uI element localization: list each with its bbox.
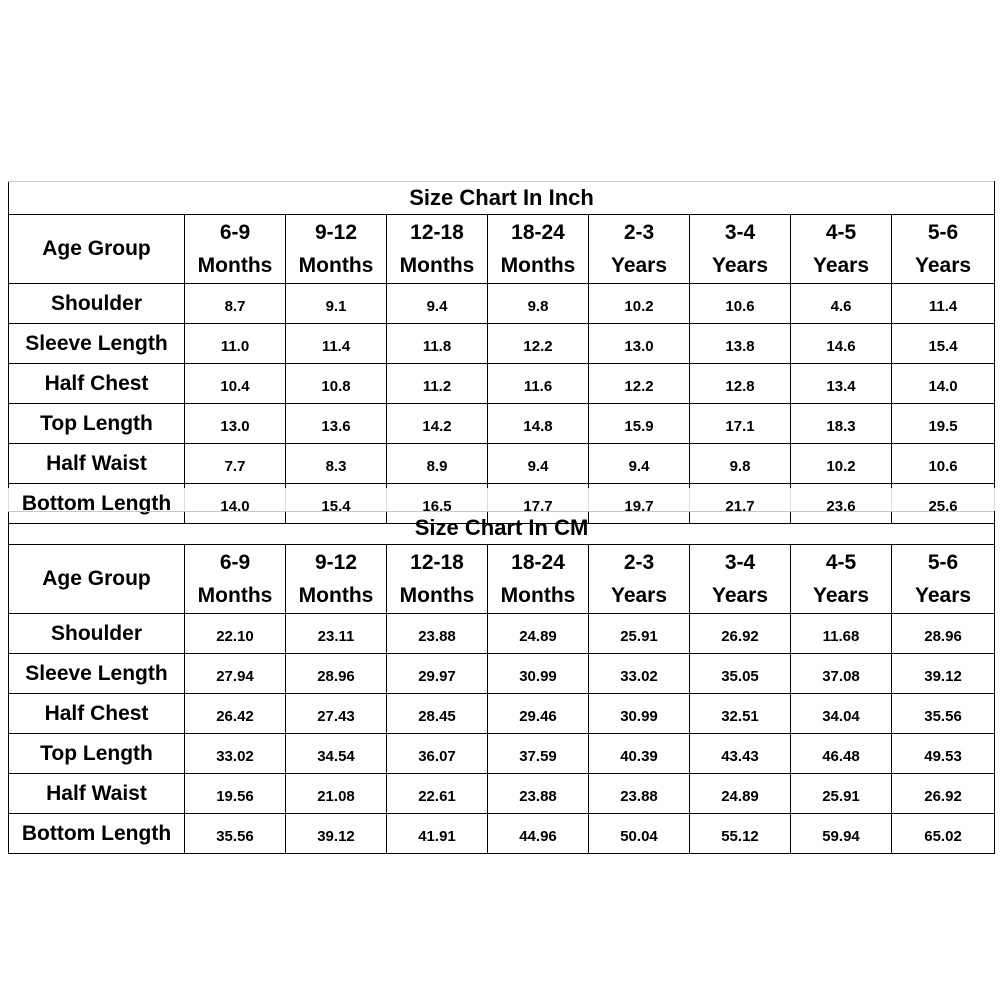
spacer-cell [185,488,286,512]
cm-chart-title: Size Chart In CM [9,512,995,545]
table-cell: 28.96 [286,654,387,694]
table-cell: 9.8 [488,284,589,324]
cm-row-shoulder [9,614,995,654]
table-cell: 29.46 [488,694,589,734]
row-label: Shoulder [9,614,185,654]
table-cell: 27.94 [185,654,286,694]
table-cell: 10.8 [286,364,387,404]
table-cell: 18.3 [791,404,892,444]
table-cell: 13.0 [589,324,690,364]
table-cell: 12.2 [488,324,589,364]
table-cell: 34.54 [286,734,387,774]
cm-row-top-length [9,734,995,774]
table-cell: 25.91 [589,614,690,654]
inch-col-2-3-years: 2-3 Years [589,215,690,284]
inch-row-half-waist [9,444,995,484]
table-cell: 11.0 [185,324,286,364]
cm-col-12-18-months: 12-18 Months [387,545,488,614]
table-cell: 19.56 [185,774,286,814]
table-cell: 10.4 [185,364,286,404]
table-cell: 23.6 [791,484,892,524]
table-cell: 35.56 [185,814,286,854]
table-cell: 55.12 [690,814,791,854]
table-cell: 33.02 [589,654,690,694]
cm-row-half-chest [9,694,995,734]
row-label: Half Chest [9,364,185,404]
inch-row-shoulder [9,284,995,324]
table-cell: 13.8 [690,324,791,364]
table-cell: 30.99 [488,654,589,694]
table-cell: 37.08 [791,654,892,694]
spacer-cell [9,488,185,512]
table-cell: 17.1 [690,404,791,444]
table-cell: 8.9 [387,444,488,484]
table-cell: 49.53 [892,734,995,774]
table-cell: 36.07 [387,734,488,774]
cm-row-bottom-length [9,814,995,854]
row-label: Top Length [9,734,185,774]
inch-age-group-label: Age Group [9,215,185,284]
table-cell: 24.89 [690,774,791,814]
table-cell: 28.45 [387,694,488,734]
table-cell: 27.43 [286,694,387,734]
table-cell: 22.61 [387,774,488,814]
table-cell: 7.7 [185,444,286,484]
table-cell: 26.92 [892,774,995,814]
cm-col-9-12-months: 9-12 Months [286,545,387,614]
table-cell: 46.48 [791,734,892,774]
table-cell: 40.39 [589,734,690,774]
table-cell: 14.0 [185,484,286,524]
inch-col-5-6-years: 5-6 Years [892,215,995,284]
table-cell: 14.2 [387,404,488,444]
table-cell: 50.04 [589,814,690,854]
table-cell: 29.97 [387,654,488,694]
table-cell: 15.9 [589,404,690,444]
table-cell: 12.2 [589,364,690,404]
table-cell: 28.96 [892,614,995,654]
row-label: Bottom Length [9,484,185,524]
inch-row-top-length [9,404,995,444]
inch-col-12-18-months: 12-18 Months [387,215,488,284]
table-cell: 41.91 [387,814,488,854]
row-label: Bottom Length [9,814,185,854]
table-cell: 23.88 [488,774,589,814]
table-cell: 10.2 [791,444,892,484]
inch-row-half-chest [9,364,995,404]
table-cell: 21.08 [286,774,387,814]
cm-col-18-24-months: 18-24 Months [488,545,589,614]
cm-col-4-5-years: 4-5 Years [791,545,892,614]
row-label: Sleeve Length [9,654,185,694]
inch-col-9-12-months: 9-12 Months [286,215,387,284]
table-cell: 35.56 [892,694,995,734]
table-cell: 19.7 [589,484,690,524]
table-cell: 11.4 [286,324,387,364]
row-label: Half Chest [9,694,185,734]
table-cell: 25.91 [791,774,892,814]
table-cell: 10.6 [892,444,995,484]
table-cell: 19.5 [892,404,995,444]
cm-age-group-label: Age Group [9,545,185,614]
inch-col-4-5-years: 4-5 Years [791,215,892,284]
table-cell: 43.43 [690,734,791,774]
inch-row-sleeve-length [9,324,995,364]
table-cell: 13.4 [791,364,892,404]
table-spacer-row [8,488,995,512]
table-cell: 11.2 [387,364,488,404]
table-cell: 23.88 [589,774,690,814]
table-cell: 37.59 [488,734,589,774]
table-cell: 11.68 [791,614,892,654]
table-cell: 9.1 [286,284,387,324]
table-cell: 65.02 [892,814,995,854]
table-cell: 8.7 [185,284,286,324]
cm-row-sleeve-length [9,654,995,694]
table-cell: 59.94 [791,814,892,854]
table-cell: 39.12 [892,654,995,694]
spacer-cell [286,488,387,512]
table-cell: 21.7 [690,484,791,524]
spacer-cell [791,488,892,512]
spacer-cell [690,488,791,512]
table-cell: 44.96 [488,814,589,854]
table-cell: 11.4 [892,284,995,324]
table-cell: 8.3 [286,444,387,484]
table-cell: 15.4 [892,324,995,364]
table-cell: 39.12 [286,814,387,854]
cm-col-6-9-months: 6-9 Months [185,545,286,614]
table-cell: 22.10 [185,614,286,654]
inch-col-6-9-months: 6-9 Months [185,215,286,284]
cm-row-half-waist [9,774,995,814]
table-cell: 26.92 [690,614,791,654]
spacer-cell [892,488,995,512]
table-cell: 13.0 [185,404,286,444]
spacer-cell [589,488,690,512]
table-cell: 4.6 [791,284,892,324]
table-cell: 10.2 [589,284,690,324]
table-cell: 12.8 [690,364,791,404]
table-cell: 9.8 [690,444,791,484]
table-cell: 14.6 [791,324,892,364]
table-cell: 16.5 [387,484,488,524]
cm-col-3-4-years: 3-4 Years [690,545,791,614]
inch-col-3-4-years: 3-4 Years [690,215,791,284]
cm-col-2-3-years: 2-3 Years [589,545,690,614]
table-cell: 14.0 [892,364,995,404]
table-cell: 26.42 [185,694,286,734]
row-label: Half Waist [9,444,185,484]
table-cell: 9.4 [589,444,690,484]
table-cell: 11.6 [488,364,589,404]
table-cell: 9.4 [387,284,488,324]
inch-chart-title: Size Chart In Inch [9,182,995,215]
table-cell: 14.8 [488,404,589,444]
table-cell: 32.51 [690,694,791,734]
table-cell: 35.05 [690,654,791,694]
size-chart-cm-table [8,511,995,854]
table-cell: 23.88 [387,614,488,654]
table-cell: 25.6 [892,484,995,524]
table-cell: 13.6 [286,404,387,444]
table-cell: 9.4 [488,444,589,484]
table-cell: 17.7 [488,484,589,524]
cm-col-5-6-years: 5-6 Years [892,545,995,614]
inch-col-18-24-months: 18-24 Months [488,215,589,284]
table-cell: 33.02 [185,734,286,774]
table-cell: 30.99 [589,694,690,734]
table-cell: 15.4 [286,484,387,524]
row-label: Sleeve Length [9,324,185,364]
row-label: Shoulder [9,284,185,324]
size-chart-inch-table [8,181,995,524]
table-cell: 24.89 [488,614,589,654]
spacer-cell [488,488,589,512]
spacer-cell [387,488,488,512]
table-cell: 34.04 [791,694,892,734]
table-cell: 10.6 [690,284,791,324]
table-cell: 11.8 [387,324,488,364]
row-label: Half Waist [9,774,185,814]
table-cell: 23.11 [286,614,387,654]
row-label: Top Length [9,404,185,444]
